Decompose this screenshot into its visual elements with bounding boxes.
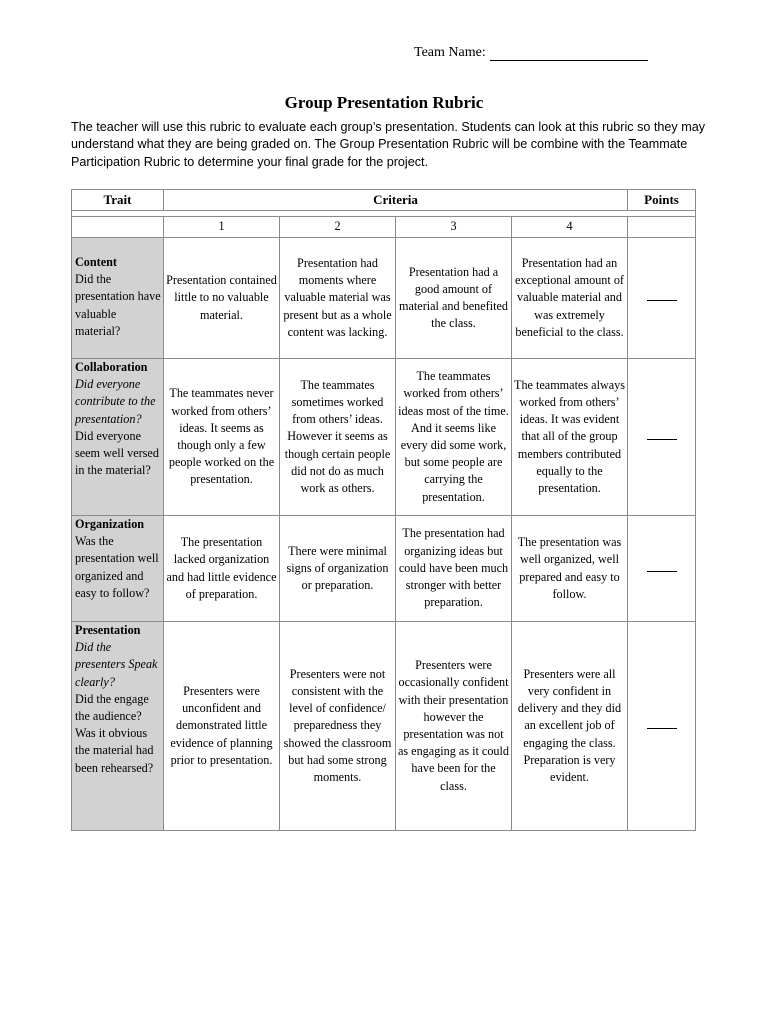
header-row <box>72 190 696 211</box>
criteria-cell: Presenters were unconfident and demonstrated little evidence of planning prior to presentation. <box>164 622 280 831</box>
team-name-field <box>414 45 648 61</box>
trait-organization: Organization Was the presentation well organized and easy to follow? <box>72 516 164 622</box>
level-4: 4 <box>512 217 628 238</box>
level-row <box>72 217 696 238</box>
trait-header: Trait <box>72 190 164 211</box>
criteria-cell: Presenters were all very confident in delivery and they did an excellent job of engaging the class. Preparation is very evident. <box>512 622 628 831</box>
criteria-cell: The teammates always worked from others’ ideas. It was evident that all of the group members contributed equally to the presentation. <box>512 359 628 516</box>
criteria-cell: Presentation contained little to no valuable material. <box>164 238 280 359</box>
criteria-cell: The teammates worked from others’ ideas most of the time. And it seems like every did some work, but some people are carrying the presentation. <box>396 359 512 516</box>
team-name-label: Team Name: <box>414 45 486 60</box>
level-2: 2 <box>280 217 396 238</box>
criteria-cell: Presenters were not consistent with the level of confidence/ preparedness they showed the classroom but had some strong moments. <box>280 622 396 831</box>
criteria-cell: Presentation had moments where valuable material was present but as a whole content was lacking. <box>280 238 396 359</box>
criteria-cell: There were minimal signs of organization or preparation. <box>280 516 396 622</box>
trait-collaboration: Collaboration Did everyone contribute to the presentation? Did everyone seem well versed in the material? <box>72 359 164 516</box>
criteria-cell: The teammates never worked from others’ ideas. It seems as though only a few people worked on the presentation. <box>164 359 280 516</box>
level-1: 1 <box>164 217 280 238</box>
intro-paragraph: The teacher will use this rubric to evaluate each group’s presentation. Students can look at this rubric so they may understand what they are being graded on. The Group Presentation Rubric will be combine with the Teammate Participation Rubric to determine your final grade for the project. <box>71 120 705 169</box>
table-row <box>72 622 696 831</box>
rubric-table <box>71 189 696 831</box>
points-blank[interactable] <box>628 516 696 622</box>
trait-content: Content Did the presentation have valuable material? <box>72 238 164 359</box>
criteria-cell: Presenters were occasionally confident with their presentation however the presentation was not as engaging as it could have been for the class. <box>396 622 512 831</box>
criteria-cell: The presentation lacked organization and had little evidence of preparation. <box>164 516 280 622</box>
criteria-cell: The presentation had organizing ideas but could have been much stronger with better preparation. <box>396 516 512 622</box>
table-row <box>72 516 696 622</box>
trait-presentation: Presentation Did the presenters Speak clearly? Did the engage the audience? Was it obvious the material had been rehearsed? <box>72 622 164 831</box>
points-blank[interactable] <box>628 238 696 359</box>
criteria-cell: The presentation was well organized, well prepared and easy to follow. <box>512 516 628 622</box>
table-row <box>72 359 696 516</box>
points-blank[interactable] <box>628 622 696 831</box>
criteria-cell: The teammates sometimes worked from others’ ideas. However it seems as though certain people did not do as much work as others. <box>280 359 396 516</box>
points-header: Points <box>628 190 696 211</box>
criteria-cell: Presentation had an exceptional amount of valuable material and was extremely beneficial to the class. <box>512 238 628 359</box>
criteria-cell: Presentation had a good amount of material and benefited the class. <box>396 238 512 359</box>
table-row <box>72 238 696 359</box>
level-3: 3 <box>396 217 512 238</box>
page-title: Group Presentation Rubric <box>284 93 484 112</box>
criteria-header: Criteria <box>164 190 628 211</box>
team-name-blank[interactable] <box>490 46 648 61</box>
points-blank[interactable] <box>628 359 696 516</box>
